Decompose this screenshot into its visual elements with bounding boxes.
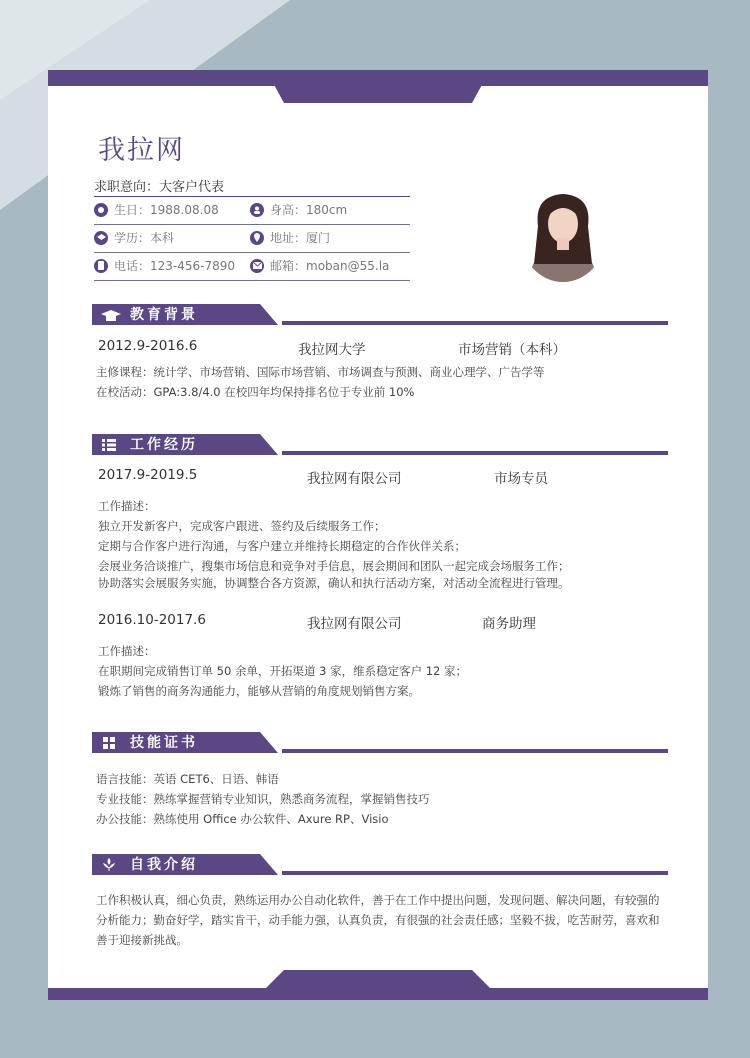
- job2-line-1: 在职期间完成销售订单 50 余单，开拓渠道 3 家，维系稳定客户 12 家；: [98, 664, 468, 678]
- bottom-bar: [48, 970, 708, 1000]
- person-icon: [250, 203, 264, 217]
- candidate-name: 我拉网: [98, 135, 185, 166]
- graduation-icon: [94, 231, 108, 245]
- birth-text: 生日：1988.08.08: [114, 203, 219, 217]
- edu-period: 2012.9-2016.6: [98, 338, 198, 354]
- edu-major: 市场营销（本科）: [458, 342, 566, 358]
- skills-title: 技能证书: [130, 735, 198, 751]
- job2-position: 商务助理: [482, 616, 536, 632]
- education-title: 教育背景: [130, 307, 198, 323]
- job1-period: 2017.9-2019.5: [98, 467, 198, 483]
- mortarboard-icon: [101, 310, 121, 322]
- birthday-icon: [94, 203, 108, 217]
- address-text: 地址：厦门: [270, 231, 331, 245]
- resume-paper: [48, 70, 708, 1000]
- job1-line-3: 会展业务洽谈推广，搜集市场信息和竞争对手信息，展会期间和团队一起完成会场服务工作；: [98, 559, 570, 573]
- job1-company: 我拉网有限公司: [307, 471, 402, 487]
- mail-icon: [250, 259, 264, 273]
- info-row-2: [94, 225, 410, 253]
- job1-position: 市场专员: [494, 471, 548, 487]
- job2-company: 我拉网有限公司: [307, 616, 402, 632]
- info-row-1: [94, 197, 410, 225]
- phone-icon: [94, 259, 108, 273]
- list-icon: [102, 439, 116, 451]
- job1-line-1: 独立开发新客户，完成客户跟进、签约及后续服务工作；: [98, 519, 386, 533]
- job2-period: 2016.10-2017.6: [98, 612, 206, 628]
- phone-text: 电话：123-456-7890: [114, 259, 236, 273]
- about-line-2: 分析能力；勤奋好学，踏实肯干，动手能力强，认真负责，有很强的社会责任感；坚毅不拔，吃苦耐劳，喜欢和: [96, 913, 660, 927]
- profile-photo: [520, 186, 606, 282]
- education-text: 学历：本科: [114, 231, 175, 245]
- skill-line-3: 办公技能：熟练使用 Office 办公软件、Axure RP、Visio: [96, 812, 389, 826]
- top-bar: [48, 70, 708, 104]
- job2-desc-label: 工作描述：: [98, 644, 156, 658]
- edu-activity: 在校活动：GPA:3.8/4.0 在校四年均保持排名位于专业前 10%: [96, 385, 415, 399]
- job-intent: 求职意向：大客户代表: [94, 176, 410, 197]
- job1-line-2: 定期与合作客户进行沟通，与客户建立并维持长期稳定的合作伙伴关系；: [98, 539, 466, 553]
- edu-school: 我拉网大学: [298, 342, 366, 358]
- grid-icon: [103, 737, 115, 749]
- edu-courses: 主修课程：统计学、市场营销、国际市场营销、市场调查与预测、商业心理学、广告学等: [96, 365, 545, 379]
- email-text: 邮箱：moban@55.la: [270, 259, 390, 273]
- flower-icon: [103, 858, 115, 871]
- job1-line-4: 协助落实会展服务实施，协调整合各方资源，确认和执行活动方案，对活动全流程进行管理。: [98, 576, 570, 590]
- job1-desc-label: 工作描述：: [98, 499, 156, 513]
- job2-line-2: 锻炼了销售的商务沟通能力，能够从营销的角度规划销售方案。: [98, 684, 420, 698]
- about-line-1: 工作积极认真，细心负责，熟练运用办公自动化软件，善于在工作中提出问题，发现问题、解决问题，有较强的: [96, 893, 660, 907]
- skill-line-2: 专业技能：熟练掌握营销专业知识，熟悉商务流程，掌握销售技巧: [96, 792, 430, 806]
- about-line-3: 善于迎接新挑战。: [96, 933, 188, 947]
- height-text: 身高：180cm: [270, 203, 348, 217]
- skill-line-1: 语言技能：英语 CET6、日语、韩语: [96, 772, 279, 786]
- info-row-3: [94, 253, 410, 281]
- about-title: 自我介绍: [130, 857, 198, 873]
- location-icon: [250, 231, 264, 245]
- work-title: 工作经历: [130, 437, 198, 453]
